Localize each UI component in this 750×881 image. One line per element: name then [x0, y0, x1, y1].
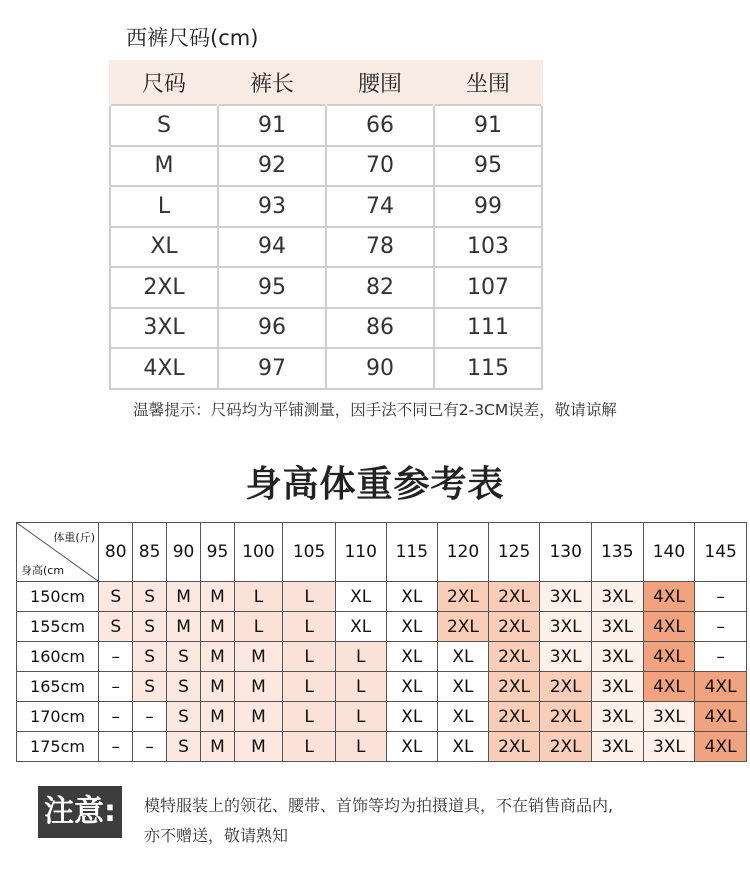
size-cell: M	[110, 146, 218, 187]
size-recommendation: M	[201, 702, 234, 732]
size-recommendation: M	[201, 672, 234, 702]
size-cell: L	[110, 186, 218, 227]
size-row	[110, 348, 542, 389]
size-recommendation: L	[234, 582, 283, 612]
size-recommendation: L	[283, 702, 336, 732]
size-cell: 2XL	[110, 267, 218, 308]
size-recommendation: XL	[386, 582, 438, 612]
size-cell: 95	[434, 146, 542, 187]
size-recommendation: L	[335, 642, 386, 672]
measurement-tip: 温馨提示：尺码均为平铺测量，因手法不同已有2-3CM误差，敬请谅解	[133, 401, 617, 419]
size-row	[110, 186, 542, 227]
size-recommendation: 3XL	[591, 702, 643, 732]
size-recommendation: 2XL	[540, 732, 592, 762]
height-row	[17, 672, 747, 702]
size-recommendation: XL	[438, 642, 489, 672]
size-recommendation: 4XL	[643, 612, 695, 642]
size-recommendation: S	[133, 672, 166, 702]
size-recommendation: L	[335, 732, 386, 762]
size-recommendation: M	[201, 642, 234, 672]
size-recommendation: 4XL	[695, 732, 747, 762]
size-recommendation: –	[99, 642, 133, 672]
size-cell: 3XL	[110, 308, 218, 349]
size-recommendation: 3XL	[540, 582, 592, 612]
size-recommendation: L	[283, 732, 336, 762]
size-recommendation: L	[335, 702, 386, 732]
height-label: 155cm	[17, 612, 99, 642]
size-recommendation: L	[335, 672, 386, 702]
size-recommendation: –	[695, 582, 747, 612]
weight-header-row	[17, 523, 747, 582]
header-hip: 坐围	[434, 60, 542, 105]
size-cell: 82	[326, 267, 434, 308]
height-label: 165cm	[17, 672, 99, 702]
size-recommendation: 3XL	[540, 642, 592, 672]
header-size: 尺码	[110, 60, 218, 105]
size-recommendation: 2XL	[488, 732, 540, 762]
weight-header: 95	[201, 523, 234, 582]
size-recommendation: 3XL	[643, 702, 695, 732]
size-recommendation: S	[133, 642, 166, 672]
size-cell: 93	[218, 186, 326, 227]
size-recommendation: M	[234, 642, 283, 672]
height-label: 150cm	[17, 582, 99, 612]
size-recommendation: M	[166, 612, 200, 642]
size-recommendation: S	[99, 612, 133, 642]
weight-axis-label: 体重(斤)	[53, 531, 95, 544]
size-cell: 90	[326, 348, 434, 389]
size-recommendation: –	[695, 642, 747, 672]
size-chart-title: 西裤尺码(cm)	[126, 26, 259, 50]
height-label: 170cm	[17, 702, 99, 732]
size-recommendation: M	[234, 702, 283, 732]
size-recommendation: M	[234, 732, 283, 762]
weight-header: 135	[591, 523, 643, 582]
height-row	[17, 582, 747, 612]
size-recommendation: L	[234, 612, 283, 642]
size-recommendation: –	[695, 612, 747, 642]
height-label: 175cm	[17, 732, 99, 762]
size-recommendation: –	[133, 732, 166, 762]
size-cell: 99	[434, 186, 542, 227]
reference-title: 身高体重参考表	[245, 464, 505, 505]
size-recommendation: 2XL	[540, 702, 592, 732]
size-recommendation: M	[234, 672, 283, 702]
size-recommendation: 2XL	[488, 642, 540, 672]
size-cell: 78	[326, 227, 434, 268]
size-recommendation: XL	[386, 672, 438, 702]
size-cell: XL	[110, 227, 218, 268]
size-recommendation: XL	[386, 642, 438, 672]
weight-header: 85	[133, 523, 166, 582]
height-row	[17, 702, 747, 732]
note-badge: 注意:	[38, 786, 122, 838]
size-recommendation: 3XL	[591, 732, 643, 762]
header-waist: 腰围	[326, 60, 434, 105]
size-recommendation: 2XL	[438, 582, 489, 612]
height-row	[17, 612, 747, 642]
size-recommendation: XL	[335, 582, 386, 612]
height-axis-label: 身高(cm	[21, 564, 65, 577]
size-recommendation: 3XL	[591, 582, 643, 612]
size-recommendation: 4XL	[643, 672, 695, 702]
weight-header: 90	[166, 523, 200, 582]
size-recommendation: L	[283, 642, 336, 672]
size-row	[110, 308, 542, 349]
size-cell: 70	[326, 146, 434, 187]
size-cell: 111	[434, 308, 542, 349]
weight-header: 105	[283, 523, 336, 582]
weight-header: 120	[438, 523, 489, 582]
size-cell: 107	[434, 267, 542, 308]
size-recommendation: L	[283, 612, 336, 642]
weight-header: 130	[540, 523, 592, 582]
note-line-2: 亦不赠送，敬请熟知	[144, 826, 289, 845]
size-recommendation: 2XL	[488, 702, 540, 732]
size-recommendation: 3XL	[591, 672, 643, 702]
weight-header: 100	[234, 523, 283, 582]
size-cell: 103	[434, 227, 542, 268]
size-recommendation: 3XL	[540, 612, 592, 642]
weight-header: 110	[335, 523, 386, 582]
size-cell: 92	[218, 146, 326, 187]
size-cell: 86	[326, 308, 434, 349]
size-cell: 4XL	[110, 348, 218, 389]
size-recommendation: M	[166, 582, 200, 612]
size-cell: 66	[326, 105, 434, 146]
size-row	[110, 267, 542, 308]
height-row	[17, 642, 747, 672]
size-recommendation: 3XL	[591, 612, 643, 642]
size-recommendation: M	[201, 732, 234, 762]
size-recommendation: M	[201, 612, 234, 642]
weight-header: 140	[643, 523, 695, 582]
size-recommendation: XL	[386, 612, 438, 642]
size-cell: 96	[218, 308, 326, 349]
size-cell: S	[110, 105, 218, 146]
size-recommendation: 4XL	[643, 582, 695, 612]
size-recommendation: XL	[386, 702, 438, 732]
size-recommendation: XL	[335, 612, 386, 642]
size-cell: 95	[218, 267, 326, 308]
height-weight-table	[16, 522, 747, 762]
size-chart-header-row	[110, 60, 542, 105]
size-recommendation: –	[99, 732, 133, 762]
size-recommendation: –	[133, 702, 166, 732]
size-recommendation: 3XL	[643, 732, 695, 762]
weight-header: 145	[695, 523, 747, 582]
header-length: 裤长	[218, 60, 326, 105]
size-cell: 94	[218, 227, 326, 268]
size-row	[110, 227, 542, 268]
note-line-1: 模特服装上的领花、腰带、首饰等均为拍摄道具，不在销售商品内,	[144, 796, 614, 815]
size-recommendation: 4XL	[695, 702, 747, 732]
size-recommendation: 4XL	[695, 672, 747, 702]
size-recommendation: XL	[386, 732, 438, 762]
size-recommendation: L	[283, 582, 336, 612]
weight-header: 115	[386, 523, 438, 582]
size-recommendation: –	[99, 672, 133, 702]
size-recommendation: S	[133, 612, 166, 642]
size-recommendation: S	[99, 582, 133, 612]
height-label: 160cm	[17, 642, 99, 672]
size-cell: 91	[434, 105, 542, 146]
size-cell: 115	[434, 348, 542, 389]
size-recommendation: S	[166, 702, 200, 732]
size-recommendation: 2XL	[488, 672, 540, 702]
size-recommendation: 2XL	[540, 672, 592, 702]
size-recommendation: XL	[438, 732, 489, 762]
size-recommendation: XL	[438, 672, 489, 702]
size-recommendation: M	[201, 582, 234, 612]
size-cell: 91	[218, 105, 326, 146]
size-recommendation: 2XL	[488, 612, 540, 642]
size-recommendation: 3XL	[591, 642, 643, 672]
height-row	[17, 732, 747, 762]
size-row	[110, 105, 542, 146]
size-recommendation: S	[166, 642, 200, 672]
corner-cell	[17, 523, 99, 582]
size-row	[110, 146, 542, 187]
size-recommendation: S	[166, 672, 200, 702]
weight-header: 125	[488, 523, 540, 582]
size-recommendation: 2XL	[488, 582, 540, 612]
size-cell: 97	[218, 348, 326, 389]
size-chart-table	[109, 60, 543, 390]
size-recommendation: XL	[438, 702, 489, 732]
size-recommendation: L	[283, 672, 336, 702]
size-recommendation: 2XL	[438, 612, 489, 642]
size-recommendation: S	[166, 732, 200, 762]
weight-header: 80	[99, 523, 133, 582]
size-recommendation: S	[133, 582, 166, 612]
size-recommendation: 4XL	[643, 642, 695, 672]
size-cell: 74	[326, 186, 434, 227]
size-recommendation: –	[99, 702, 133, 732]
